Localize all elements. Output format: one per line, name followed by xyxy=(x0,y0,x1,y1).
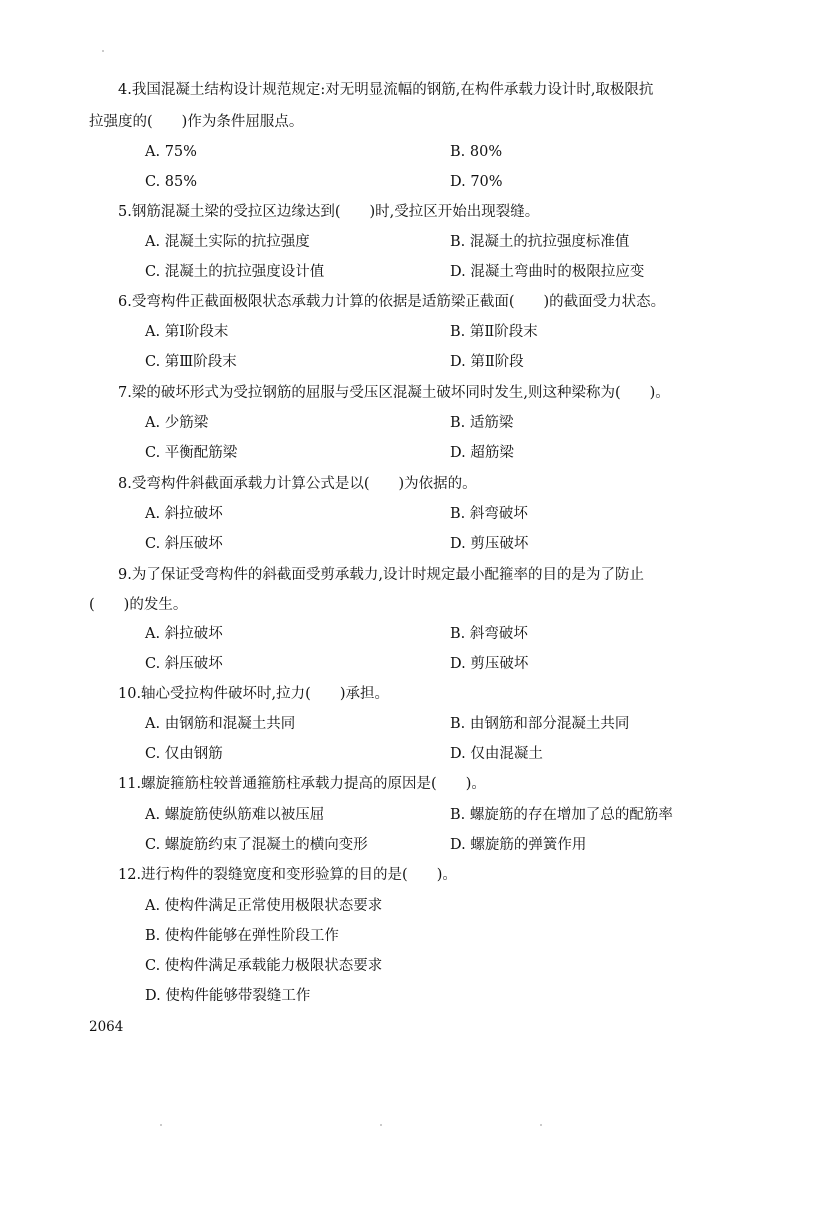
option-a: A. 75% xyxy=(145,144,197,160)
scan-speck xyxy=(102,50,104,52)
option-b: B. 混凝土的抗拉强度标准值 xyxy=(450,234,630,250)
option-c: C. 使构件满足承载能力极限状态要求 xyxy=(145,958,383,974)
question-text: 9.为了保证受弯构件的斜截面受剪承载力,设计时规定最小配箍率的目的是为了防止 xyxy=(118,567,644,583)
option-a: A. 斜拉破坏 xyxy=(145,506,223,522)
scan-speck xyxy=(160,1124,162,1126)
page-number: 2064 xyxy=(89,1019,124,1035)
option-c: C. 仅由钢筋 xyxy=(145,746,223,762)
question-text: 4.我国混凝土结构设计规范规定:对无明显流幅的钢筋,在构件承载力设计时,取极限抗 xyxy=(118,82,654,98)
option-d: D. 使构件能够带裂缝工作 xyxy=(145,988,311,1004)
option-a: A. 斜拉破坏 xyxy=(145,626,223,642)
question-text: 6.受弯构件正截面极限状态承载力计算的依据是适筋梁正截面( )的截面受力状态。 xyxy=(118,294,666,310)
option-b: B. 80% xyxy=(450,144,503,160)
question-text: 12.进行构件的裂缝宽度和变形验算的目的是( )。 xyxy=(118,867,457,883)
question-text-continued: ( )的发生。 xyxy=(89,597,188,613)
option-d: D. 混凝土弯曲时的极限拉应变 xyxy=(450,264,645,280)
scan-speck xyxy=(540,1124,542,1126)
scan-speck xyxy=(380,1124,382,1126)
option-c: C. 85% xyxy=(145,174,198,190)
option-d: D. 第Ⅱ阶段 xyxy=(450,354,524,370)
option-c: C. 斜压破坏 xyxy=(145,536,223,552)
option-a: A. 螺旋筋使纵筋难以被压屈 xyxy=(145,807,325,823)
question-text-continued: 拉强度的( )作为条件屈服点。 xyxy=(89,114,304,130)
option-b: B. 斜弯破坏 xyxy=(450,626,528,642)
option-c: C. 混凝土的抗拉强度设计值 xyxy=(145,264,325,280)
option-c: C. 第Ⅲ阶段末 xyxy=(145,354,237,370)
option-c: C. 平衡配筋梁 xyxy=(145,445,238,461)
question-text: 5.钢筋混凝土梁的受拉区边缘达到( )时,受拉区开始出现裂缝。 xyxy=(118,204,540,220)
option-b: B. 第Ⅱ阶段末 xyxy=(450,324,538,340)
option-d: D. 剪压破坏 xyxy=(450,536,529,552)
question-text: 11.螺旋箍筋柱较普通箍筋柱承载力提高的原因是( )。 xyxy=(118,776,486,792)
option-d: D. 超筋梁 xyxy=(450,445,514,461)
option-b: B. 斜弯破坏 xyxy=(450,506,528,522)
option-d: D. 70% xyxy=(450,174,503,190)
option-a: A. 少筋梁 xyxy=(145,415,209,431)
option-a: A. 混凝土实际的抗拉强度 xyxy=(145,234,310,250)
question-text: 8.受弯构件斜截面承载力计算公式是以( )为依据的。 xyxy=(118,476,477,492)
option-a: A. 由钢筋和混凝土共同 xyxy=(145,716,296,732)
question-text: 10.轴心受拉构件破坏时,拉力( )承担。 xyxy=(118,686,389,702)
option-b: B. 适筋梁 xyxy=(450,415,514,431)
option-a: A. 第Ⅰ阶段末 xyxy=(145,324,229,340)
option-d: D. 螺旋筋的弹簧作用 xyxy=(450,837,587,853)
option-c: C. 螺旋筋约束了混凝土的横向变形 xyxy=(145,837,368,853)
option-b: B. 螺旋筋的存在增加了总的配筋率 xyxy=(450,807,673,823)
option-c: C. 斜压破坏 xyxy=(145,656,223,672)
question-text: 7.梁的破坏形式为受拉钢筋的屈服与受压区混凝土破坏同时发生,则这种梁称为( )。 xyxy=(118,385,670,401)
option-d: D. 仅由混凝土 xyxy=(450,746,543,762)
option-b: B. 使构件能够在弹性阶段工作 xyxy=(145,928,339,944)
option-a: A. 使构件满足正常使用极限状态要求 xyxy=(145,898,383,914)
option-b: B. 由钢筋和部分混凝土共同 xyxy=(450,716,630,732)
option-d: D. 剪压破坏 xyxy=(450,656,529,672)
